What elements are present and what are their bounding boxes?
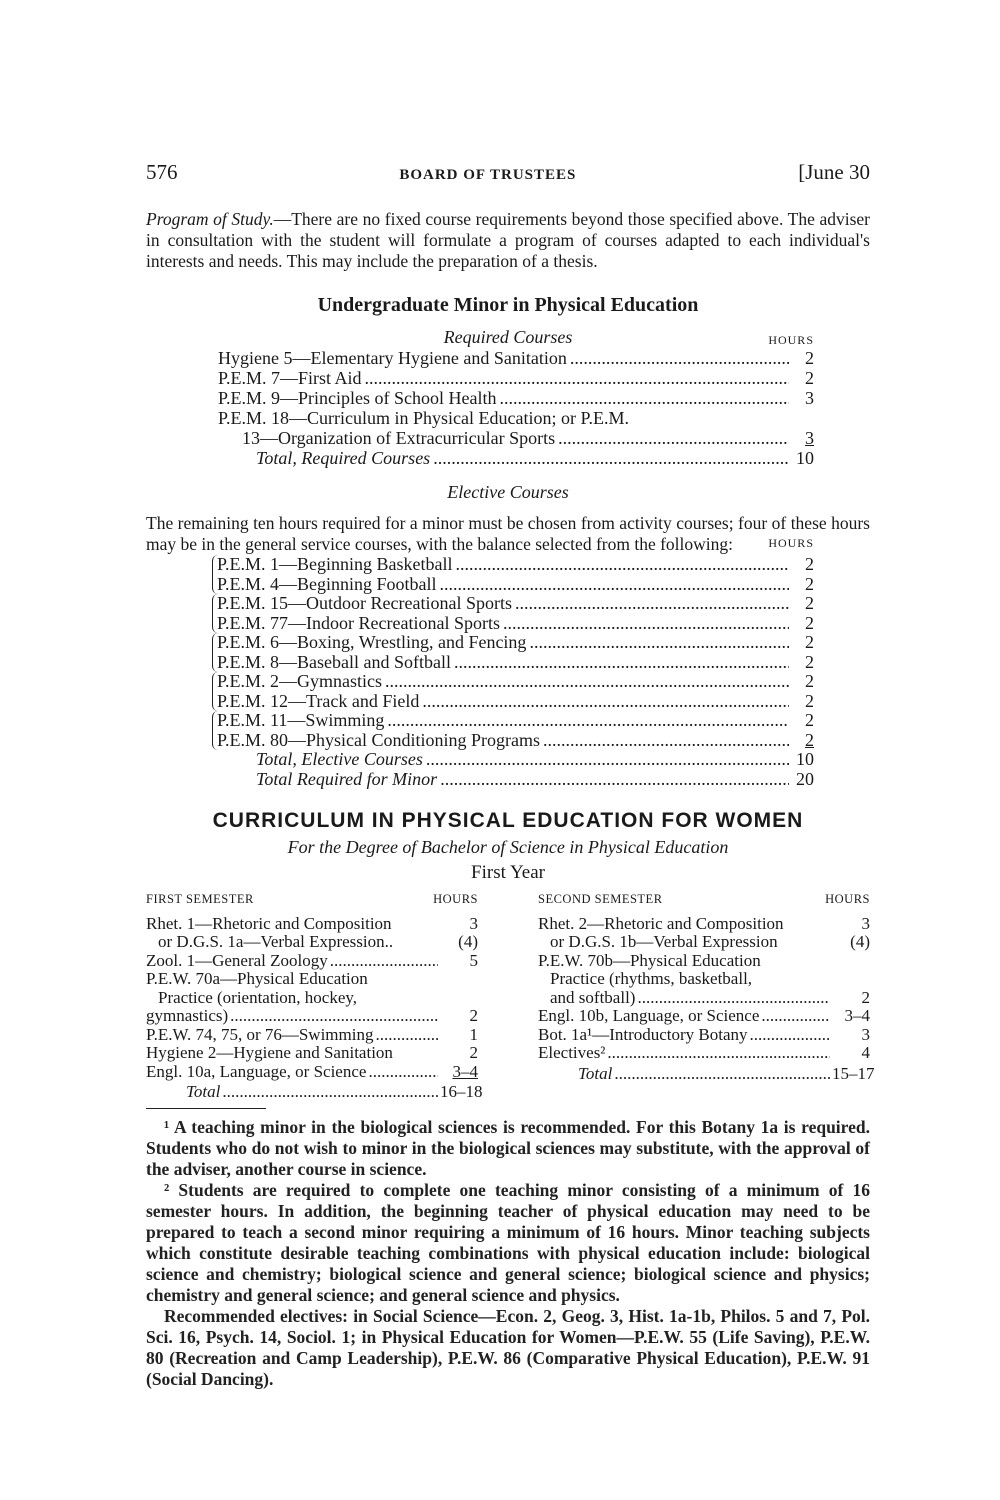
elective-pair (212, 555, 814, 594)
course-name: P.E.W. 70b—Physical Education (538, 950, 761, 970)
degree-subtitle: For the Degree of Bachelor of Science in Physical Education (287, 837, 729, 857)
dot-leader (761, 1007, 830, 1026)
dot-leader (607, 1044, 830, 1063)
dot-leader (558, 428, 789, 448)
elective-pair (212, 711, 814, 750)
semester-course-row (538, 915, 870, 934)
elective-row (217, 575, 814, 595)
course-name: P.E.M. 18—Curriculum in Physical Education; or P.E.M. (218, 408, 629, 428)
course-name: Total (578, 1063, 613, 1083)
course-row-combo-line2 (218, 428, 814, 448)
course-name: P.E.M. 12—Track and Field (217, 690, 420, 711)
course-hours: 10 (796, 749, 814, 769)
second-semester-heading: SECOND SEMESTER (538, 892, 663, 906)
course-row-combo-line1 (218, 408, 814, 428)
required-total-row (218, 448, 814, 468)
course-name: gymnastics) (146, 1006, 229, 1025)
dot-leader (570, 348, 789, 368)
elective-row (217, 594, 814, 614)
semester-course-row (146, 915, 478, 934)
dot-leader (365, 368, 789, 388)
course-row (218, 348, 814, 368)
semester-course-row (538, 933, 870, 952)
course-name: or D.G.S. 1b—Verbal Expression (550, 932, 778, 951)
dot-leader (750, 1026, 830, 1045)
course-hours: 2 (805, 612, 814, 633)
first-semester-header (146, 890, 478, 909)
course-name: P.E.M. 9—Principles of School Health (218, 388, 497, 408)
dot-leader (368, 1063, 438, 1082)
course-hours: 2 (805, 554, 814, 574)
course-name: and softball) (550, 987, 636, 1007)
course-hours: 5 (469, 950, 478, 970)
course-name: P.E.M. 2—Gymnastics (217, 671, 383, 691)
course-hours: 3 (861, 1024, 870, 1044)
course-hours: 3 (805, 428, 814, 448)
course-name: Practice (orientation, hockey, (158, 987, 358, 1007)
course-name: Total, Required Courses (256, 448, 431, 468)
course-name: Rhet. 2—Rhetoric and Composition (538, 913, 784, 933)
semester-course-row (146, 970, 478, 989)
course-hours: 3 (861, 913, 870, 933)
dot-leader (499, 388, 789, 408)
first-semester-hours-label: HOURS (433, 892, 478, 906)
dot-leader (222, 1083, 438, 1102)
minor-total-row (218, 770, 814, 790)
header-date: [June 30 (798, 160, 870, 184)
course-hours: 2 (805, 671, 814, 691)
required-courses-heading (146, 327, 870, 348)
course-name: P.E.M. 77—Indoor Recreational Sports (217, 612, 500, 633)
dot-leader (503, 614, 789, 634)
running-title: BOARD OF TRUSTEES (399, 167, 577, 183)
semester-course-row (538, 989, 870, 1008)
dot-leader (375, 1026, 438, 1045)
course-name: P.E.M. 1—Beginning Basketball (217, 554, 453, 574)
course-name: P.E.W. 70a—Physical Education (146, 969, 368, 988)
course-hours: 16–18 (440, 1082, 483, 1101)
semester-total-row (538, 1063, 875, 1084)
course-hours: 2 (469, 1043, 478, 1062)
second-semester-column (538, 890, 875, 1102)
required-courses-label: Required Courses (443, 327, 573, 347)
course-hours: 3 (805, 388, 814, 408)
course-name: P.E.M. 8—Baseball and Softball (217, 651, 451, 672)
semester-total-row (146, 1082, 483, 1102)
footnote-rule (146, 1108, 266, 1109)
course-hours: 2 (805, 573, 814, 594)
course-name: Total, Elective Courses (256, 749, 423, 769)
course-name: Zool. 1—General Zoology (146, 950, 328, 970)
course-name: P.E.M. 80—Physical Conditioning Programs (217, 729, 541, 750)
course-hours: 2 (805, 368, 814, 388)
dot-leader (230, 1007, 438, 1026)
semester-course-row (538, 1044, 870, 1063)
footnote: Recommended electives: in Social Science—Econ. 2, Geog. 3, Hist. 1a-1b, Philos. 5 and 7, Pol. Sci. 16, Psych. 14, Sociol. 1; in Physical Education for Women—P.E.W. 55 (Life Saving), P.E.W. 80 (Recreation and Camp Leadership), P.E.W. 86 (Comparative Physical Education), P.E.W. 91 (Social Dancing). (146, 1305, 870, 1389)
course-hours: 2 (805, 729, 814, 750)
semester-columns (146, 890, 875, 1102)
course-hours: 2 (805, 690, 814, 711)
course-name: P.E.M. 15—Outdoor Recreational Sports (217, 593, 512, 613)
course-name: or D.G.S. 1a—Verbal Expression.. (158, 932, 394, 951)
course-row (218, 368, 814, 388)
dot-leader (454, 653, 789, 673)
semester-course-row (538, 952, 870, 971)
course-hours: 3–4 (452, 1061, 478, 1081)
elective-hours-label: HOURS (768, 536, 814, 550)
dot-leader (426, 750, 789, 770)
course-name: P.E.M. 11—Swimming (217, 710, 385, 730)
semester-course-row (538, 970, 870, 989)
elective-row (217, 614, 814, 634)
dot-leader (422, 692, 789, 712)
required-courses-list (218, 348, 814, 468)
dot-leader (456, 555, 790, 575)
course-hours: 1 (469, 1024, 478, 1044)
course-name: Total Required for Minor (256, 768, 438, 789)
running-header (146, 160, 870, 185)
course-hours: 20 (796, 768, 814, 789)
dot-leader (614, 1065, 830, 1084)
course-hours: 2 (805, 593, 814, 613)
course-hours: 2 (805, 348, 814, 368)
dot-leader (387, 711, 789, 731)
course-name: Electives² (538, 1043, 606, 1062)
elective-row (217, 692, 814, 712)
course-name: Bot. 1a¹—Introductory Botany (538, 1024, 748, 1044)
dot-leader (515, 594, 789, 614)
elective-pair (212, 594, 814, 633)
elective-pair (212, 672, 814, 711)
first-semester-heading: FIRST SEMESTER (146, 892, 254, 906)
footnote: ¹ A teaching minor in the biological sciences is recommended. For this Botany 1a is required. Students who do not wish to minor in the biological sciences may substitute, with the approval of the adviser, another course in science. (146, 1116, 870, 1179)
semester-course-row (146, 1063, 478, 1082)
dot-leader (385, 672, 789, 692)
second-semester-hours-label: HOURS (825, 892, 870, 906)
elective-courses-list (218, 555, 814, 789)
course-name: Engl. 10b, Language, or Science (538, 1006, 760, 1025)
elective-row (217, 731, 814, 751)
course-hours: 2 (805, 632, 814, 652)
dot-leader (433, 448, 789, 468)
semester-course-row (538, 1007, 870, 1026)
dot-leader (330, 952, 438, 971)
course-name: Rhet. 1—Rhetoric and Composition (146, 913, 392, 933)
course-hours: 2 (861, 987, 870, 1007)
course-hours: 10 (796, 448, 814, 468)
footnote: ² Students are required to complete one teaching minor consisting of a minimum of 16 semester hours. In addition, the beginning teacher of physical education may need to be prepared to teach a second minor requiring a minimum of 16 hours. Minor teaching subjects which constitute desirable teaching combinations with physical education include: biological science and chemistry; biological science and general science; biological science and physics; chemistry and general science; and general science and physics. (146, 1179, 870, 1305)
semester-course-row (146, 1044, 478, 1063)
semester-course-row (146, 989, 478, 1008)
curriculum-title: CURRICULUM IN PHYSICAL EDUCATION FOR WOMEN (212, 809, 804, 832)
semester-course-row (146, 1007, 478, 1026)
elective-row (217, 653, 814, 673)
elective-courses-heading: Elective Courses (447, 482, 569, 502)
course-name: Engl. 10a, Language, or Science (146, 1061, 367, 1081)
course-name: P.E.W. 74, 75, or 76—Swimming (146, 1024, 374, 1044)
elective-pair (212, 633, 814, 672)
course-name: P.E.M. 7—First Aid (218, 368, 362, 388)
course-hours: 2 (805, 710, 814, 730)
dot-leader (440, 575, 789, 595)
year-heading: First Year (471, 862, 545, 883)
course-name: 13—Organization of Extracurricular Sports (242, 428, 556, 448)
program-of-study-text: —There are no fixed course requirements beyond those specified above. The adviser in consultation with the student will formulate a program of courses adapted to each individual's interests and needs. This may include the preparation of a thesis. (146, 209, 871, 271)
dot-leader (637, 989, 830, 1008)
program-of-study-paragraph (146, 209, 870, 272)
course-name: Total (186, 1082, 221, 1101)
minor-title: Undergraduate Minor in Physical Education (317, 294, 699, 316)
dot-leader (543, 731, 789, 751)
semester-course-row (146, 952, 478, 971)
course-hours: 3 (469, 913, 478, 933)
course-name: Hygiene 2—Hygiene and Sanitation (146, 1043, 393, 1062)
dot-leader (529, 633, 789, 653)
course-hours: (4) (458, 932, 478, 951)
dot-leader (440, 770, 789, 790)
elective-total-row (218, 750, 814, 770)
semester-course-row (538, 1026, 870, 1045)
course-name: P.E.M. 4—Beginning Football (217, 573, 437, 594)
course-name: P.E.M. 6—Boxing, Wrestling, and Fencing (217, 632, 527, 652)
page-number: 576 (146, 160, 178, 184)
course-name: Hygiene 5—Elementary Hygiene and Sanitation (218, 348, 567, 368)
course-hours: 15–17 (832, 1063, 875, 1083)
course-name: Practice (rhythms, basketball, (550, 969, 753, 988)
elective-row (217, 633, 814, 653)
elective-row (217, 555, 814, 575)
course-hours: 2 (469, 1006, 478, 1025)
course-hours: 3–4 (844, 1006, 870, 1025)
first-semester-column (146, 890, 483, 1102)
second-semester-header (538, 890, 870, 909)
footnotes (146, 1117, 870, 1390)
course-hours: 4 (861, 1043, 870, 1062)
course-row (218, 388, 814, 408)
program-of-study-lead: Program of Study. (146, 209, 274, 229)
elective-row (217, 711, 814, 731)
semester-course-row (146, 933, 478, 952)
elective-text: The remaining ten hours required for a minor must be chosen from activity courses; four of these hours may be in the general service courses, with the balance selected from the following: (146, 513, 870, 554)
elective-row (217, 672, 814, 692)
required-hours-label: HOURS (768, 333, 814, 347)
document-page (146, 160, 875, 1390)
course-hours: 2 (805, 651, 814, 672)
course-hours: (4) (850, 932, 870, 951)
semester-course-row (146, 1026, 478, 1045)
